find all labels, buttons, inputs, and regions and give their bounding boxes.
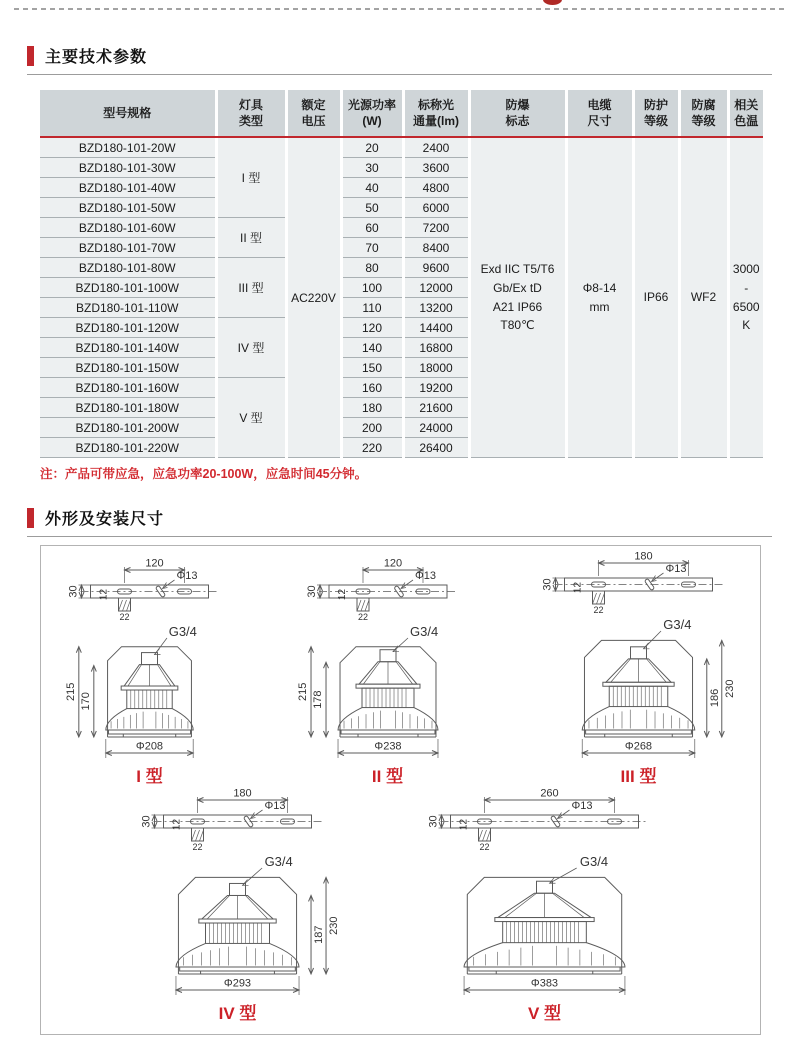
flux-cell: 14400	[403, 318, 469, 338]
dim-label-30: 30	[140, 815, 153, 828]
power-cell: 140	[341, 338, 403, 358]
dim-label-Φ383: Φ383	[530, 977, 559, 990]
model-cell: BZD180-101-110W	[40, 298, 216, 318]
dim-label-slot: 12	[458, 818, 470, 830]
model-cell: BZD180-101-80W	[40, 258, 216, 278]
dim-label-170: 170	[79, 692, 92, 711]
model-cell: BZD180-101-160W	[40, 378, 216, 398]
dim-label-slot: 12	[336, 588, 348, 601]
dim-label-hole: Φ13	[414, 570, 436, 582]
model-cell: BZD180-101-120W	[40, 318, 216, 338]
power-cell: 60	[341, 218, 403, 238]
type-label-1: I 型	[136, 767, 163, 786]
dim-label-215: 215	[64, 682, 77, 702]
type-label-4: IV 型	[218, 1003, 257, 1023]
power-cell: 40	[341, 178, 403, 198]
flux-cell: 6000	[403, 198, 469, 218]
dim-label-30: 30	[427, 815, 440, 828]
section-accent-bar	[27, 508, 34, 528]
ip-rating-cell-line: IP66	[643, 290, 669, 305]
table-row	[40, 138, 763, 158]
dim-label-215: 215	[296, 682, 309, 702]
ex-mark-cell-line: Exd IIC T5/T6	[480, 262, 555, 277]
model-cell: BZD180-101-220W	[40, 438, 216, 458]
type-group-cell: I 型	[216, 138, 286, 218]
ex-mark-cell	[469, 138, 566, 458]
drawings-row-2	[41, 789, 760, 1024]
model-cell: BZD180-101-60W	[40, 218, 216, 238]
dim-label-30: 30	[305, 585, 318, 598]
ex-mark-cell-line: Gb/Ex tD	[493, 280, 542, 295]
flux-cell: 21600	[403, 398, 469, 418]
lamp-drawing-4	[121, 853, 354, 1004]
dim-label-foot: 22	[192, 841, 203, 852]
model-cell: BZD180-101-30W	[40, 158, 216, 178]
bracket-drawing-4	[121, 789, 354, 853]
drawing-type-2	[283, 559, 493, 787]
model-cell: BZD180-101-140W	[40, 338, 216, 358]
col-header-type: 灯具 类型	[216, 90, 286, 136]
emergency-note: 注：产品可带应急，应急功率20-100W，应急时间45分钟。	[40, 467, 368, 481]
logo-mark	[543, 0, 562, 5]
drawing-type-1	[51, 559, 248, 787]
lamp-drawing-1	[51, 623, 248, 767]
dim-label-186: 186	[708, 688, 721, 708]
bracket-drawing-2	[283, 559, 493, 623]
dim-label-180: 180	[634, 552, 653, 563]
flux-cell: 8400	[403, 238, 469, 258]
anticorrosion-cell	[679, 138, 728, 458]
ex-mark-cell-line: T80℃	[500, 318, 535, 333]
power-cell: 120	[341, 318, 403, 338]
dim-label-hole: Φ13	[571, 799, 593, 812]
bracket-drawing-1	[51, 559, 248, 623]
flux-cell: 12000	[403, 278, 469, 298]
drawing-type-3	[527, 552, 750, 787]
col-header-model: 型号规格	[40, 90, 216, 136]
thread-label: G3/4	[663, 617, 692, 632]
drawings-box	[40, 545, 761, 1035]
dim-label-hole: Φ13	[264, 799, 286, 812]
model-cell: BZD180-101-100W	[40, 278, 216, 298]
voltage-cell: AC220V	[286, 138, 341, 458]
thread-label: G3/4	[168, 624, 197, 639]
dim-label-180: 180	[233, 788, 252, 800]
lamp-drawing-5	[409, 853, 680, 1004]
power-cell: 70	[341, 238, 403, 258]
col-header-ex: 防爆 标志	[469, 90, 566, 136]
dim-label-foot: 22	[119, 612, 130, 622]
cable-size-cell-line: mm	[589, 299, 610, 314]
power-cell: 150	[341, 358, 403, 378]
section1-title: 主要技术参数	[45, 49, 148, 66]
dim-label-foot: 22	[593, 605, 604, 615]
model-cell: BZD180-101-40W	[40, 178, 216, 198]
dim-label-30: 30	[541, 578, 554, 591]
type-group-cell: IV 型	[216, 318, 286, 378]
dim-label-Φ238: Φ238	[373, 740, 402, 753]
type-group-cell: V 型	[216, 378, 286, 458]
dim-label-260: 260	[540, 788, 559, 800]
power-cell: 180	[341, 398, 403, 418]
section-accent-bar	[27, 46, 34, 66]
drawings-row-1	[41, 546, 760, 787]
power-cell: 220	[341, 438, 403, 458]
flux-cell: 9600	[403, 258, 469, 278]
col-header-voltage: 额定 电压	[286, 90, 341, 136]
col-header-power: 光源功率 (W)	[341, 90, 403, 136]
lamp-drawing-2	[283, 623, 493, 767]
dim-label-slot: 12	[572, 581, 584, 594]
dim-label-foot: 22	[357, 612, 368, 622]
drawing-type-5	[409, 789, 680, 1024]
dim-label-Φ208: Φ208	[135, 740, 164, 753]
dim-label-hole: Φ13	[176, 570, 198, 582]
flux-cell: 26400	[403, 438, 469, 458]
type-group-cell: II 型	[216, 218, 286, 258]
thread-label: G3/4	[579, 853, 609, 869]
flux-cell: 2400	[403, 138, 469, 158]
section1-header	[27, 44, 772, 75]
section2-title: 外形及安装尺寸	[45, 511, 165, 528]
anticorrosion-cell-line: WF2	[690, 290, 717, 305]
dim-label-178: 178	[311, 690, 324, 709]
spec-table	[40, 90, 763, 458]
cct-cell-line: K	[742, 318, 751, 333]
ip-rating-cell	[633, 138, 679, 458]
lamp-drawing-3	[527, 616, 750, 767]
type-group-cell: III 型	[216, 258, 286, 318]
dim-label-30: 30	[67, 585, 80, 598]
flux-cell: 19200	[403, 378, 469, 398]
cct-cell	[728, 138, 763, 458]
bracket-drawing-5	[409, 789, 680, 853]
power-cell: 200	[341, 418, 403, 438]
model-cell: BZD180-101-50W	[40, 198, 216, 218]
dim-label-slot: 12	[171, 818, 183, 830]
dim-label-120: 120	[145, 559, 164, 570]
flux-cell: 24000	[403, 418, 469, 438]
top-dashed-divider	[14, 8, 788, 10]
flux-cell: 13200	[403, 298, 469, 318]
drawing-type-4	[121, 789, 354, 1024]
flux-cell: 3600	[403, 158, 469, 178]
flux-cell: 16800	[403, 338, 469, 358]
col-header-cable: 电缆 尺寸	[566, 90, 633, 136]
section2-header	[27, 506, 772, 537]
dim-label-230: 230	[723, 679, 736, 698]
power-cell: 100	[341, 278, 403, 298]
flux-cell: 18000	[403, 358, 469, 378]
model-cell: BZD180-101-70W	[40, 238, 216, 258]
thread-label: G3/4	[409, 624, 438, 639]
dim-label-187: 187	[313, 925, 326, 944]
type-label-5: V 型	[527, 1003, 562, 1023]
dim-label-Φ293: Φ293	[223, 977, 252, 990]
dim-label-Φ268: Φ268	[624, 740, 653, 753]
dim-label-120: 120	[383, 559, 402, 570]
dim-label-230: 230	[328, 916, 341, 935]
power-cell: 20	[341, 138, 403, 158]
cct-cell-line: 6500	[732, 299, 760, 314]
col-header-flux: 标称光 通量(lm)	[403, 90, 469, 136]
model-cell: BZD180-101-150W	[40, 358, 216, 378]
model-cell: BZD180-101-200W	[40, 418, 216, 438]
cct-cell-line: -	[744, 280, 749, 295]
flux-cell: 4800	[403, 178, 469, 198]
dim-label-slot: 12	[98, 588, 110, 601]
type-label-3: III 型	[620, 767, 657, 786]
flux-cell: 7200	[403, 218, 469, 238]
power-cell: 30	[341, 158, 403, 178]
thread-label: G3/4	[264, 853, 293, 869]
model-cell: BZD180-101-180W	[40, 398, 216, 418]
cct-cell-line: 3000	[732, 262, 760, 277]
power-cell: 50	[341, 198, 403, 218]
dim-label-hole: Φ13	[665, 563, 687, 575]
col-header-ip: 防护 等级	[633, 90, 679, 136]
power-cell: 110	[341, 298, 403, 318]
cable-size-cell	[566, 138, 633, 458]
power-cell: 160	[341, 378, 403, 398]
dim-label-foot: 22	[479, 841, 490, 852]
col-header-wf: 防腐 等级	[679, 90, 728, 136]
model-cell: BZD180-101-20W	[40, 138, 216, 158]
type-label-2: II 型	[371, 767, 404, 786]
col-header-cct: 相关 色温	[728, 90, 763, 136]
ex-mark-cell-line: A21 IP66	[492, 299, 543, 314]
bracket-drawing-3	[527, 552, 750, 616]
cable-size-cell-line: Φ8-14	[582, 280, 617, 295]
power-cell: 80	[341, 258, 403, 278]
